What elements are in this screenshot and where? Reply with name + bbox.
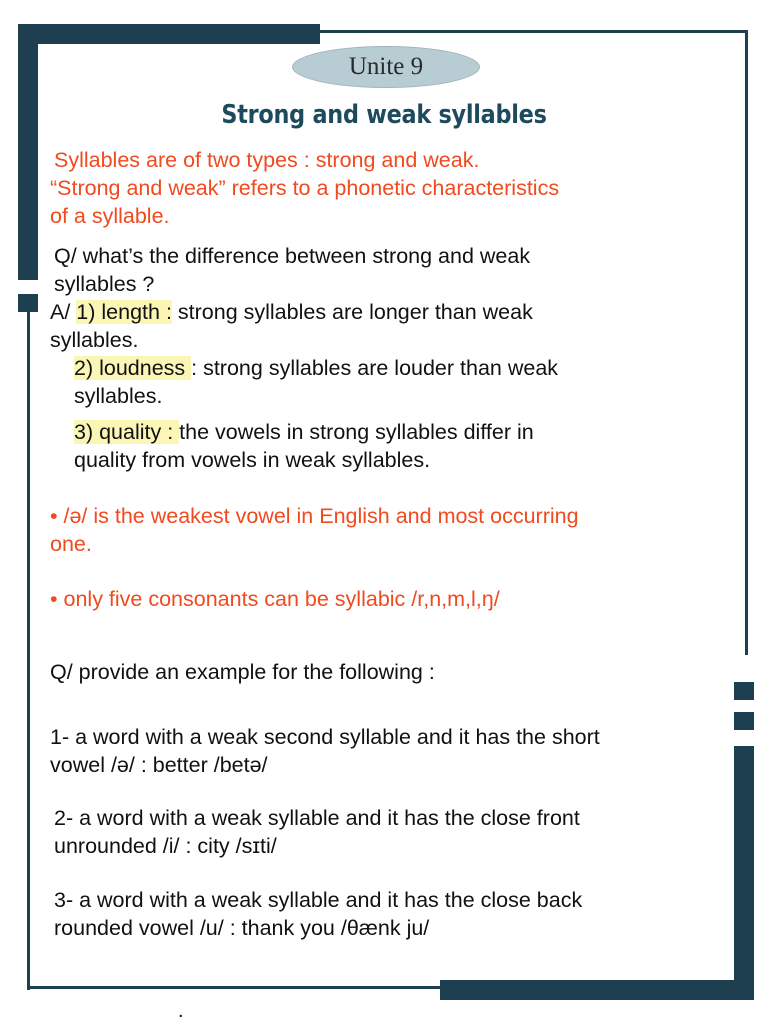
frame-right-line [745,30,748,655]
intro-line-3: of a syllable. [50,204,170,228]
answer-item-2-label: 2) loudness [74,356,192,380]
unit-badge: Unite 9 [292,46,480,88]
example-1-line-1: 1- a word with a weak second syllable and it has the short [50,725,600,749]
answer-item-1-cont: syllables. [50,328,139,352]
frame-square-3 [734,712,754,730]
example-3-line-2: rounded vowel /u/ : thank you /θænk ju/ [54,916,430,940]
footer-dot: . [178,1000,184,1022]
bullet-2: • only five consonants can be syllabic /r,n,m,l,ŋ/ [50,587,500,611]
frame-right-bar [734,746,754,1000]
answer-item-3-text: the vowels in strong syllables differ in [179,420,534,444]
answer-item-1 [50,298,533,326]
frame-square-2 [734,682,754,700]
answer-item-1-label: 1) length : [76,300,172,324]
example-3-line-1: 3- a word with a weak syllable and it has the close back [54,888,583,912]
answer-item-2 [74,354,558,382]
bullet-1-line-1: • /ə/ is the weakest vowel in English and most occurring [50,504,579,528]
question-2: Q/ provide an example for the following : [50,660,435,684]
answer-item-2-cont: syllables. [74,384,163,408]
page-title: Strong and weak syllables [221,100,547,130]
example-2-line-2: unrounded /i/ : city /sɪti/ [54,834,277,858]
answer-item-3-label: 3) quality : [74,420,180,444]
frame-left-bar [18,24,38,280]
question-1-line-1: Q/ what’s the difference between strong and weak [54,244,531,268]
answer-item-3-cont: quality from vowels in weak syllables. [74,448,431,472]
frame-square-1 [18,294,38,312]
frame-left-line [27,312,30,990]
frame-bottom-bar [440,980,752,1000]
intro-line-2: “Strong and weak” refers to a phonetic characteristics [50,176,560,200]
frame-top-left-bar [18,24,320,44]
answer-item-1-text: strong syllables are longer than weak [171,300,533,324]
intro-line-1: Syllables are of two types : strong and weak. [54,148,480,172]
example-1-line-2: vowel /ə/ : better /betə/ [50,753,268,777]
answer-prefix: A/ [50,300,77,324]
example-2-line-1: 2- a word with a weak syllable and it has the close front [54,806,580,830]
bullet-1-line-2: one. [50,532,92,556]
question-1-line-2: syllables ? [54,272,155,296]
answer-item-3 [74,418,534,446]
answer-item-2-text: : strong syllables are louder than weak [191,356,559,380]
frame-top-line [318,30,748,33]
frame-bottom-line [27,986,447,989]
